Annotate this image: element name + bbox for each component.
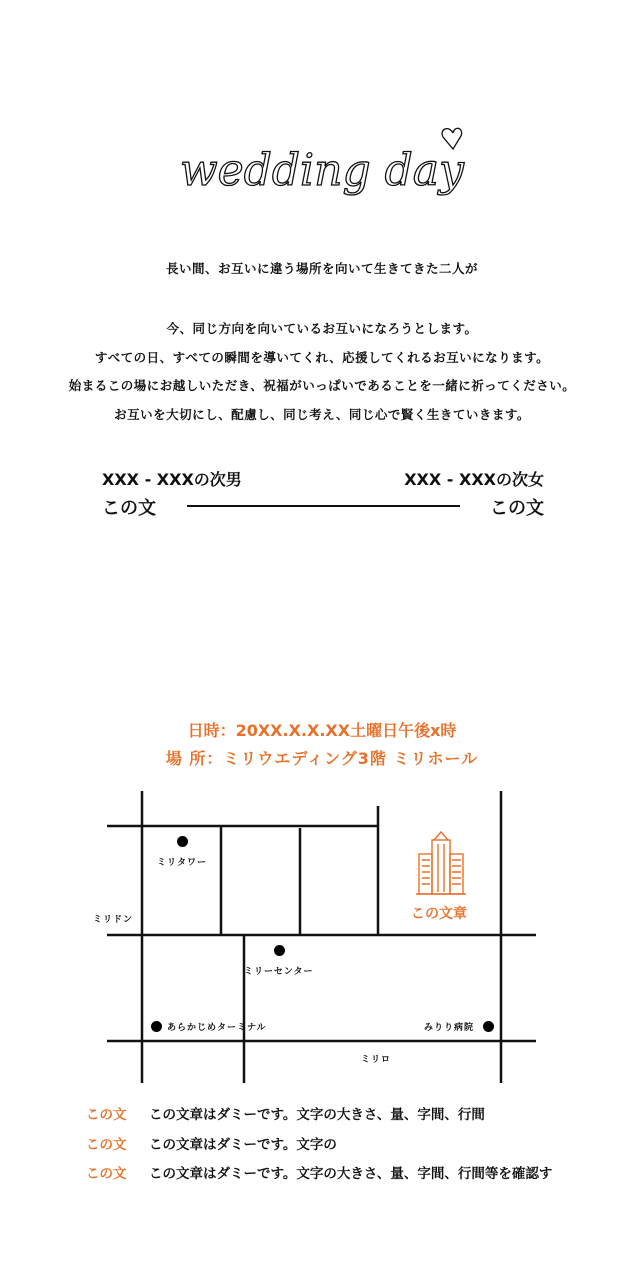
message-line: すべての日、すべての瞬間を導いてくれ、応援してくれるお互いになります。 [94, 349, 550, 365]
street-miriro: ミリロ [361, 1055, 392, 1065]
bride-relation: XXX - XXXの次女 [404, 470, 544, 489]
landmark-dot [177, 836, 188, 847]
note-text: この文章はダミーです。文字の大きさ、量、字間、行間 [149, 1107, 485, 1123]
landmark-terminal: あらかじめターミナル [167, 1023, 267, 1033]
building-icon [414, 830, 468, 896]
message-line: お互いを大切にし、配慮し、同じ考え、同じ心で賢く生きていきます。 [114, 406, 530, 422]
groom-name: この文 [102, 498, 156, 519]
note-label: この文 [86, 1107, 127, 1123]
message-line: 今、同じ方向を向いているお互いになろうとします。 [166, 321, 478, 336]
groom-relation: XXX - XXXの次男 [102, 470, 242, 489]
landmark-mili-center: ミリーセンター [244, 967, 314, 977]
event-datetime: 日時：20XX.X.X.XX土曜日午後x時 [187, 721, 457, 740]
landmark-hospital: みりり病院 [424, 1023, 475, 1033]
note-label: この文 [86, 1166, 127, 1182]
message-line: 始まるこの場にお越しいただき、祝福がいっぱいであることを一緒に祈ってください。 [68, 378, 576, 393]
landmark-mili-tower: ミリタワー [157, 858, 208, 868]
message-intro: 長い間、お互いに違う場所を向いて生きてきた二人が [165, 261, 478, 276]
landmark-dot [151, 1021, 162, 1032]
venue-label: この文章 [411, 906, 467, 922]
landmark-dot [274, 945, 285, 956]
landmark-dot [483, 1021, 494, 1032]
event-place: 場 所：ミリウエディング3階 ミリホール [165, 749, 479, 768]
svg-text:wedding day: wedding day [180, 145, 464, 196]
street-miridon: ミリドン [93, 915, 134, 925]
note-label: この文 [86, 1137, 127, 1153]
bride-name: この文 [490, 498, 544, 519]
note-text: この文章はダミーです。文字の [149, 1137, 337, 1153]
note-text: この文章はダミーです。文字の大きさ、量、字間、行間等を確認す [149, 1166, 553, 1182]
